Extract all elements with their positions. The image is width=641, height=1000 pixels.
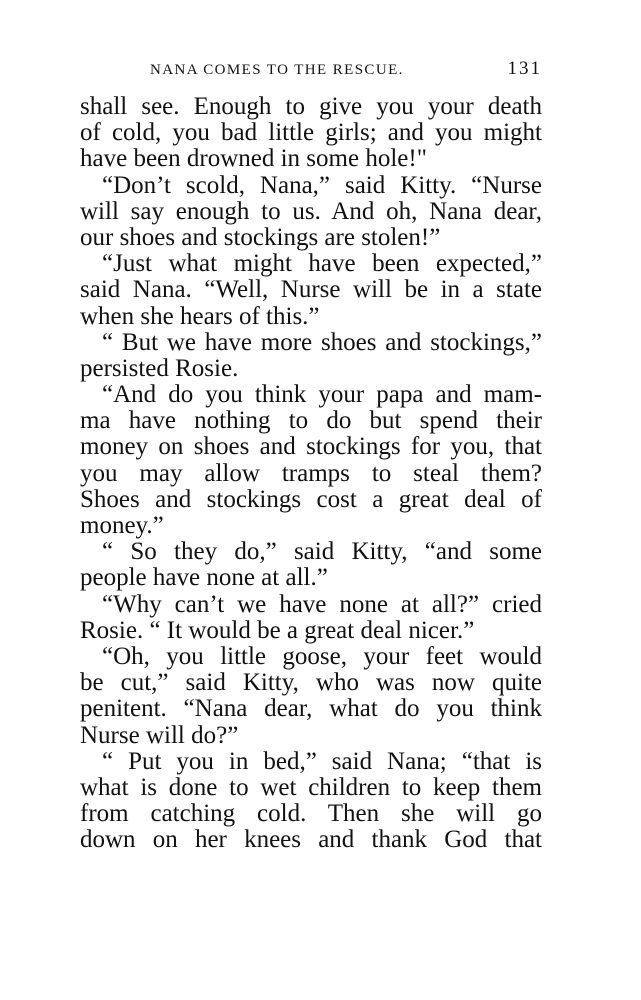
text-line: Nurse will do?” — [80, 721, 239, 749]
text-line: down on her knees and thank God that — [80, 826, 542, 854]
page-number: 131 — [507, 58, 542, 79]
text-line: have been drowned in some hole!" — [80, 145, 427, 173]
text-line: be cut,” said Kitty, who was now quite — [80, 669, 542, 697]
text-line: “Oh, you little goose, your feet would — [102, 642, 542, 670]
text-line: people have none at all.” — [80, 564, 328, 592]
text-line: said Nana. “Well, Nurse will be in a state — [80, 276, 542, 304]
text-line: Rosie. “ It would be a great deal nicer.” — [80, 616, 475, 644]
text-line: penitent. “Nana dear, what do you think — [80, 695, 542, 723]
text-line: “ So they do,” said Kitty, “and some — [102, 538, 542, 566]
text-line: Shoes and stockings cost a great deal of — [80, 485, 542, 513]
text-line: will say enough to us. And oh, Nana dear, — [80, 197, 542, 225]
text-line: “ But we have more shoes and stockings,” — [102, 328, 542, 356]
text-line: “Just what might have been expected,” — [102, 250, 542, 278]
text-line: what is done to wet children to keep them — [80, 773, 542, 801]
running-title: NANA COMES TO THE RESCUE. — [150, 62, 404, 78]
text-line: ma have nothing to do but spend their — [80, 407, 542, 435]
text-line: from catching cold. Then she will go — [80, 800, 542, 828]
text-line: “And do you think your papa and mam- — [102, 381, 542, 409]
text-line: “Don’t scold, Nana,” said Kitty. “Nurse — [102, 171, 542, 199]
text-line: money on shoes and stockings for you, that — [80, 433, 542, 461]
running-head — [150, 58, 542, 88]
text-line: “ Put you in bed,” said Nana; “that is — [102, 747, 542, 775]
text-line: persisted Rosie. — [80, 354, 239, 382]
text-line: shall see. Enough to give you your death — [80, 93, 542, 120]
body-text — [80, 94, 542, 853]
text-line: you may allow tramps to steal them? — [80, 459, 542, 487]
text-line: our shoes and stockings are stolen!” — [80, 223, 441, 251]
text-line: when she hears of this.” — [80, 302, 320, 330]
text-line: of cold, you bad little girls; and you might — [80, 119, 542, 147]
text-line: money.” — [80, 512, 164, 539]
text-line: “Why can’t we have none at all?” cried — [102, 590, 542, 618]
